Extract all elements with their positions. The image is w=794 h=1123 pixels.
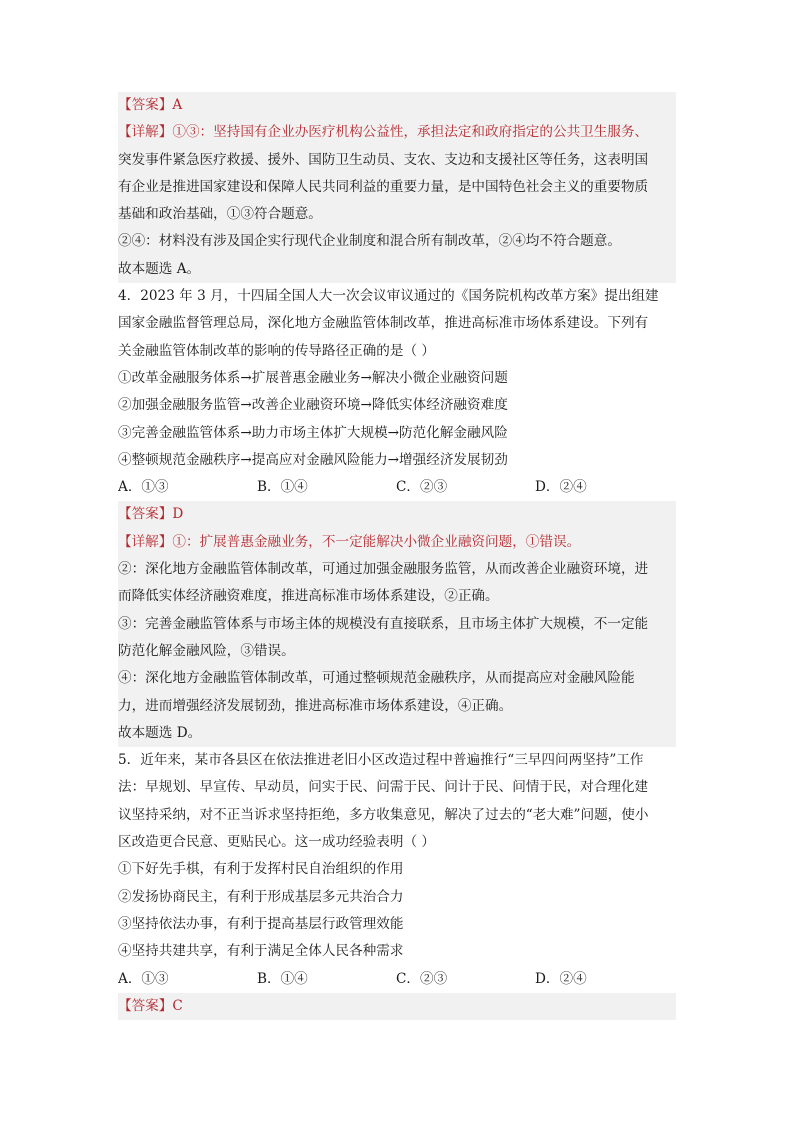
option-c: C．②③ (396, 479, 448, 496)
answer-line-q3 (118, 92, 676, 119)
explain-line: ②④：材料没有涉及国企实行现代企业制度和混合所有制改革，②④均不符合题意。 (118, 228, 676, 255)
explain-line: 力，进而增强经济发展韧劲，推进高标准市场体系建设，④正确。 (118, 693, 676, 720)
explain-line: ③：完善金融监管体系与市场主体的规模没有直接联系，且市场主体扩大规模，不一定能 (118, 611, 676, 638)
explain-line: 有企业是推进国家建设和保障人民共同利益的重要力量，是中国特色社会主义的重要物质 (118, 174, 676, 201)
question-stem: 关金融监管体制改革的影响的传导路径正确的是（ ） (118, 342, 435, 359)
explain-line (118, 529, 676, 556)
statement-item: ④坚持共建共享，有利于满足全体人民各种需求 (118, 943, 404, 960)
question-stem: 法：早规划、早宣传、早动员，问实于民、问需于民、问计于民、问情于民，对合理化建 (118, 779, 649, 796)
question-stem: 5．近年来，某市各县区在依法推进老旧小区改造过程中普遍推行“三早四问两坚持”工作 (118, 752, 644, 769)
question-stem: 区改造更合民意、更贴民心。这一成功经验表明（ ） (118, 834, 435, 851)
explain-line: 突发事件紧急医疗救援、援外、国防卫生动员、支农、支边和支援社区等任务，这表明国 (118, 147, 676, 174)
explain-line: 而降低实体经济融资难度，推进高标准市场体系建设，②正确。 (118, 583, 676, 610)
answer-tag: 【答案】 (118, 506, 173, 523)
question-stem: 国家金融监督管理总局，深化地方金融监管体制改革，推进高标准市场体系建设。下列有 (118, 315, 649, 332)
explain-line (118, 119, 676, 146)
statement-item: ②加强金融服务监管→改善企业融资环境→降低实体经济融资难度 (118, 397, 508, 414)
option-row (118, 966, 676, 993)
statement-item: ③完善金融监管体系→助力市场主体扩大规模→防范化解金融风险 (118, 424, 508, 441)
answer-tag: 【答案】 (118, 997, 173, 1014)
conclusion-line: 故本题选 A。 (118, 256, 676, 283)
option-d: D．②④ (535, 479, 587, 496)
option-b: B．①④ (257, 970, 308, 987)
conclusion-line: 故本题选 D。 (118, 720, 676, 747)
option-a: A．①③ (118, 970, 169, 987)
option-c: C．②③ (396, 970, 448, 987)
explain-text: ①③：坚持国有企业办医疗机构公益性，承担法定和政府指定的公共卫生服务、 (172, 124, 649, 141)
explain-line: ②：深化地方金融监管体制改革，可通过加强金融服务监管，从而改善企业融资环境，进 (118, 556, 676, 583)
explain-tag: 【详解】 (118, 124, 173, 141)
statement-item: ②发扬协商民主，有利于形成基层多元共治合力 (118, 888, 404, 905)
explain-tag: 【详解】 (118, 533, 173, 550)
statement-item: ①改革金融服务体系→扩展普惠金融业务→解决小微企业融资问题 (118, 369, 508, 386)
document-page (118, 92, 676, 1020)
answer-value: D (172, 506, 184, 523)
answer-value: C (172, 997, 183, 1014)
option-row (118, 474, 676, 501)
option-d: D．②④ (535, 970, 587, 987)
explain-line: 基础和政治基础，①③符合题意。 (118, 201, 676, 228)
answer-value: A (172, 97, 183, 113)
answer-tag: 【答案】 (118, 97, 173, 113)
question-stem: 4．2023 年 3 月，十四届全国人大一次会议审议通过的《国务院机构改革方案》提出组建 (118, 288, 659, 305)
answer-line-q5 (118, 993, 676, 1020)
option-b: B．①④ (257, 479, 308, 496)
explain-text: ①：扩展普惠金融业务，不一定能解决小微企业融资问题，①错误。 (172, 533, 581, 550)
explain-line: ④：深化地方金融监管体制改革，可通过整顿规范金融秩序，从而提高应对金融风险能 (118, 665, 676, 692)
option-a: A．①③ (118, 479, 169, 496)
explain-line: 防范化解金融风险，③错误。 (118, 638, 676, 665)
answer-line-q4 (118, 501, 676, 528)
statement-item: ③坚持依法办事，有利于提高基层行政管理效能 (118, 915, 404, 932)
statement-item: ①下好先手棋，有利于发挥村民自治组织的作用 (118, 861, 404, 878)
statement-item: ④整顿规范金融秩序→提高应对金融风险能力→增强经济发展韧劲 (118, 451, 508, 468)
question-stem: 议坚持采纳，对不正当诉求坚持拒绝，多方收集意见，解决了过去的“老大难”问题，使小 (118, 806, 649, 823)
